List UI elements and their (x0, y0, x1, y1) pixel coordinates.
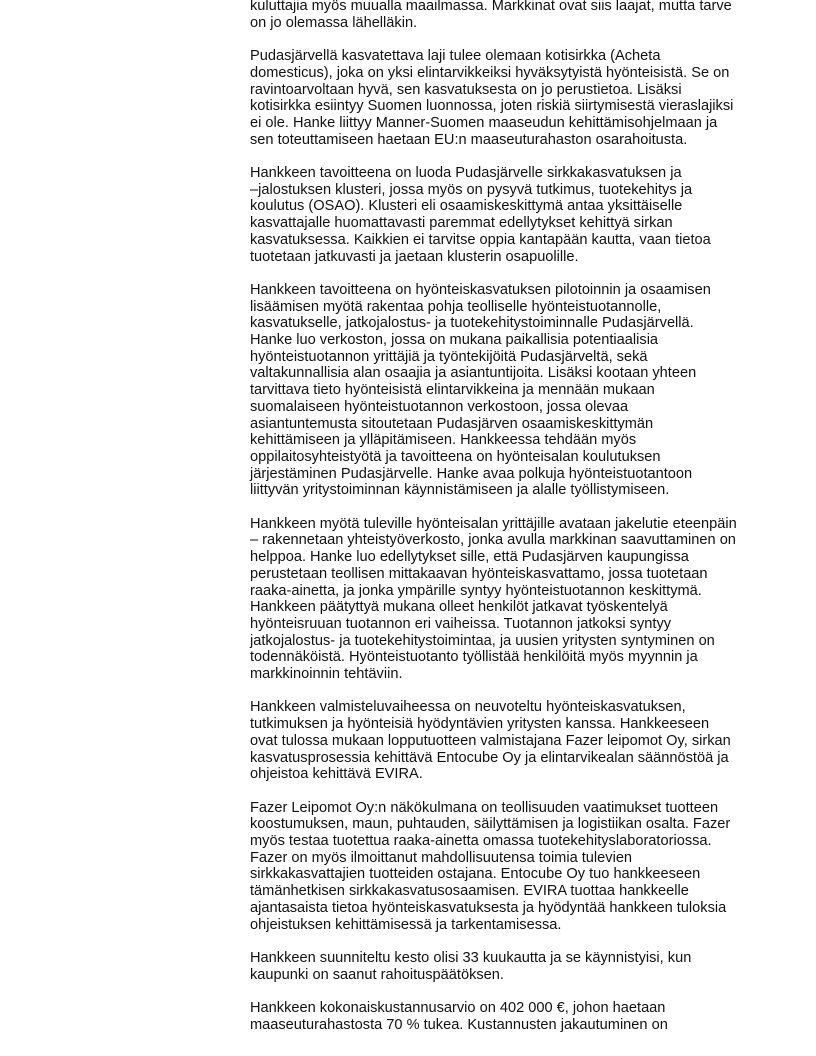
text-line: hyönteistuotannon yrittäjiä ja työntekijöitä Pudasjärveltä, sekä (250, 348, 648, 365)
text-line: Hankkeen tavoitteena on hyönteiskasvatuksen pilotoinnin ja osaamisen (250, 281, 711, 298)
paragraph (250, 950, 770, 983)
text-line: Hankkeen tavoitteena on luoda Pudasjärvelle sirkkakasvatuksen ja (250, 165, 682, 181)
text-line: Hankkeen valmisteluvaiheessa on neuvoteltu hyönteiskasvatuksen, (250, 699, 686, 716)
text-line: myös testaa tuotettua raaka-ainetta omassa tuotekehityslaboratoriossa. (250, 833, 712, 850)
text-line: kasvatuksessa. Kaikkien ei tarvitse oppia kantapään kautta, vaan tietoa (250, 231, 711, 248)
text-line: Hankkeen kokonaiskustannusarvio on 402 000 €, johon haetaan (250, 1000, 666, 1017)
text-line: kasvattajalle huomattavasti paremmat edellytykset kehittyä sirkan (250, 215, 673, 232)
text-line: Hankkeen päätyttyä mukana olleet henkilöt jatkavat työskentelyä (250, 599, 668, 616)
text-line: järjestäminen Pudasjärvelle. Hanke avaa polkuja hyönteistuotantoon (250, 465, 693, 482)
text-line: koulutus (OSAO). Klusteri eli osaamiskeskittymä antaa yksittäiselle (250, 198, 683, 215)
text-line: domesticus), joka on yksi elintarvikkeiksi hyväksytyistä hyönteisistä. Se on (250, 64, 730, 81)
text-line: ohjeistoa kehittävä EVIRA. (250, 766, 423, 783)
text-line: Hanke luo verkoston, jossa on mukana paikallisia potentiaalisia (250, 332, 659, 349)
text-line: Fazer on myös ilmoittanut mahdollisuutensa toimia tulevien (250, 849, 633, 866)
text-line: tarvittava tieto hyönteisistä elintarvikkeina ja mennään mukaan (250, 382, 655, 399)
text-line: kehittämiseen ja ylläpitämiseen. Hankkeessa tehdään myös (250, 432, 637, 449)
text-line: Fazer Leipomot Oy:n näkökulmana on teollisuuden vaatimukset tuotteen (250, 799, 719, 816)
paragraph (250, 516, 770, 683)
text-line: kaupunki on saanut rahoituspäätöksen. (250, 966, 504, 983)
text-line: –jalostuksen klusteri, jossa myös on pysyvä tutkimus, tuotekehitys ja (250, 181, 693, 198)
paragraph (250, 165, 770, 265)
text-line: asiantuntemusta sitoutetaan Pudasjärven osaamiskeskittymän (250, 415, 654, 432)
text-line: Pudasjärvellä kasvatettava laji tulee olemaan kotisirkka (Acheta (250, 48, 661, 65)
text-line: liittyvän yritystoiminnan käynnistämiseen ja alalle työllistymiseen. (250, 482, 670, 499)
text-line: raaka-ainetta, ja jonka ympärille syntyy hyönteistuotannon keskittymä. (250, 582, 702, 599)
text-line: lisäämisen myötä rakentaa pohja teolliselle hyönteistuotannolle, (250, 298, 662, 315)
paragraph (250, 699, 770, 783)
text-line: Hankkeen myötä tuleville hyönteisalan yrittäjille avataan jakelutie eteenpäin (250, 515, 737, 532)
text-line: helppoa. Hanke luo edellytykset sille, että Pudasjärven kaupungissa (250, 549, 689, 566)
text-line: oppilaitosyhteistyötä ja tavoitteena on hyönteisalan koulutuksen (250, 448, 661, 465)
text-line: tämänhetkisen sirkkakasvatusosaamisen. EVIRA tuottaa hankkeelle (250, 883, 689, 900)
text-line: kasvatukselle, jatkojalostus- ja tuotekehitystoiminnalle Pudasjärvellä. (250, 315, 694, 332)
paragraph (250, 48, 770, 148)
paragraph (250, 800, 770, 934)
text-line: ajantasaista tietoa hyönteiskasvatuksesta ja hyödyntää hankkeen tuloksia (250, 899, 727, 916)
text-line: – rakennetaan yhteistyöverkosto, jonka avulla markkinan saavuttaminen on (250, 532, 736, 549)
paragraph (250, 0, 770, 31)
text-line: valtakunnallisia alan osaajia ja asiantuntijoita. Lisäksi kootaan yhteen (250, 365, 697, 382)
text-line: hyönteisruuan tuotannon eri vaiheissa. Tuotannon jatkoksi syntyy (250, 615, 672, 632)
paragraph (250, 1000, 770, 1033)
text-line: markkinoinnin tehtäviin. (250, 666, 403, 683)
document-page (250, 0, 770, 1050)
text-line: kasvatusprosessia kehittävä Entocube Oy ja elintarvikealan säännöstöä ja (250, 749, 729, 766)
text-line: ei ole. Hanke liittyy Manner-Suomen maaseudun kehittämisohjelmaan ja (250, 114, 718, 131)
text-line: kotisirkka esiintyy Suomen luonnossa, joten riskiä siirtymisestä vieraslajiksi (250, 98, 734, 115)
text-line: kuluttajia myös muualla maailmassa. Markkinat ovat siis laajat, mutta tarve (250, 0, 732, 14)
paragraph (250, 282, 770, 499)
text-line: suomalaiseen hyönteistuotannon verkostoon, jossa olevaa (250, 398, 629, 415)
text-line: koostumuksen, maun, puhtauden, säilyttämisen ja logistiikan osalta. Fazer (250, 816, 731, 833)
text-line: tuotetaan jatkuvasti ja jaetaan klusterin osapuolille. (250, 248, 579, 265)
text-line: Hankkeen suunniteltu kesto olisi 33 kuukautta ja se käynnistyisi, kun (250, 949, 692, 966)
text-line: jatkojalostus- ja tuotekehitystoimintaa, ja uusien yritysten syntyminen on (250, 632, 715, 649)
text-line: sen toteuttamiseen haetaan EU:n maaseuturahaston osarahoitusta. (250, 131, 688, 148)
text-line: maaseuturahastosta 70 % tukea. Kustannusten jakautuminen on (250, 1016, 668, 1033)
text-line: ravintoarvoltaan hyvä, sen kasvatuksesta on jo perustietoa. Lisäksi (250, 81, 682, 98)
text-line: todennäköistä. Hyönteistuotanto työllistää henkilöitä myös myynnin ja (250, 649, 698, 666)
text-line: on jo olemassa lähelläkin. (250, 14, 418, 31)
text-line: ovat tulossa mukaan lopputuotteen valmistajana Fazer leipomot Oy, sirkan (250, 732, 731, 749)
text-line: perustetaan teollisen mittakaavan hyönteiskasvattamo, jossa tuotetaan (250, 565, 708, 582)
text-line: tutkimuksen ja hyönteisiä hyödyntävien yritysten kanssa. Hankkeeseen (250, 716, 710, 733)
text-line: sirkkakasvattajien tuotteiden ostajana. Entocube Oy tuo hankkeeseen (250, 866, 701, 883)
text-line: ohjeistuksen kehittämisessä ja tarkentamisessa. (250, 916, 562, 933)
